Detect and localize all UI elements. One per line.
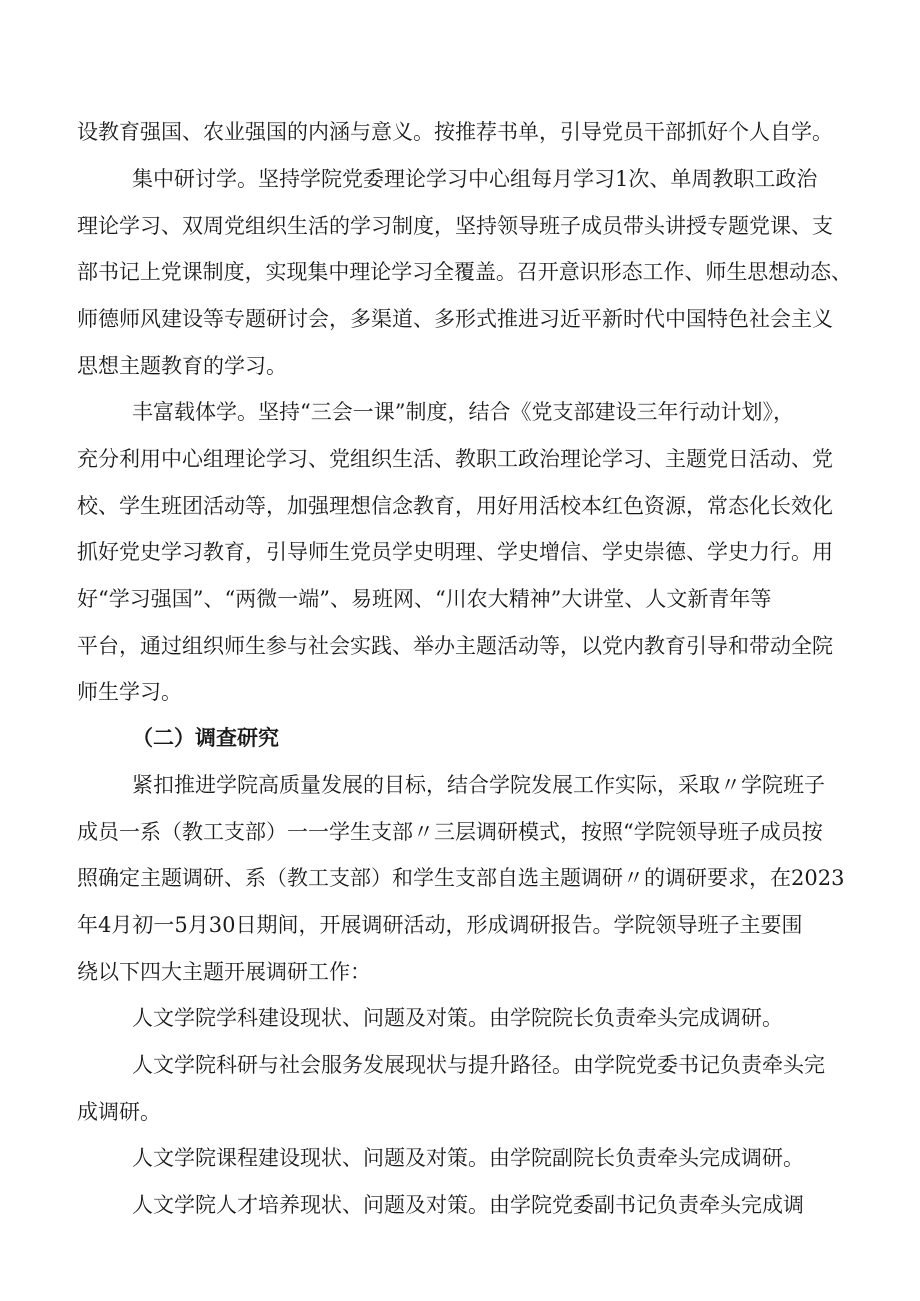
text-line-19: 人文学院学科建设现状、问题及对策。由学院院长负责牵头完成调研。 — [132, 1006, 783, 1030]
text-line-4: 部书记上党课制度，实现集中理论学习全覆盖。召开意识形态工作、师生思想动态、 — [77, 260, 852, 284]
text-line-15: 成员一系（教工支部）一一学生支部〃三层调研模式，按照“学院领导班子成员按 — [77, 820, 823, 844]
text-line-6: 思想主题教育的学习。 — [77, 354, 287, 378]
text-line-21: 成调研。 — [77, 1100, 161, 1124]
text-line-18: 绕以下四大主题开展调研工作： — [77, 960, 371, 984]
text-line-11: 好“学习强国”、“两微一端”、易班网、“川农大精神”大讲堂、人文新青年等 — [77, 587, 772, 611]
text-line-9: 校、学生班团活动等，加强理想信念教育，用好用活校本红色资源，常态化长效化 — [77, 494, 833, 518]
text-line-17: 年4月初一5月30日期间，开展调研活动，形成调研报告。学院领导班子主要围 — [77, 913, 803, 937]
text-line-23: 人文学院人才培养现状、问题及对策。由学院党委副书记负责牵头完成调 — [132, 1193, 804, 1217]
text-line-8: 充分利用中心组理论学习、党组织生活、教职工政治理论学习、主题党日活动、党 — [77, 447, 833, 471]
text-line-12: 平台，通过组织师生参与社会实践、举办主题活动等，以党内教育引导和带动全院 — [77, 634, 833, 658]
text-line-22: 人文学院课程建设现状、问题及对策。由学院副院长负责牵头完成调研。 — [132, 1146, 804, 1170]
section-heading: （二）调查研究 — [132, 726, 279, 750]
text-line-1: 设教育强国、农业强国的内涵与意义。按推荐书单，引导党员干部抓好个人自学。 — [77, 120, 833, 144]
text-line-14: 紧扣推进学院高质量发展的目标，结合学院发展工作实际，采取〃学院班子 — [132, 773, 825, 797]
text-line-2: 集中研讨学。坚持学院党委理论学习中心组每月学习1次、单周教职工政治 — [132, 167, 818, 191]
text-line-10: 抓好党史学习教育，引导师生党员学史明理、学史增信、学史崇德、学史力行。用 — [77, 540, 833, 564]
text-line-3: 理论学习、双周党组织生活的学习制度，坚持领导班子成员带头讲授专题党课、支 — [77, 214, 833, 238]
text-line-7: 丰富载体学。坚持“三会一课”制度，结合《党支部建设三年行动计划》， — [132, 400, 794, 424]
text-line-5: 师德师风建设等专题研讨会，多渠道、多形式推进习近平新时代中国特色社会主义 — [77, 307, 833, 331]
text-line-16: 照确定主题调研、系（教工支部）和学生支部自选主题调研〃的调研要求，在2023 — [77, 866, 845, 890]
text-line-13: 师生学习。 — [77, 680, 182, 704]
text-line-20: 人文学院科研与社会服务发展现状与提升路径。由学院党委书记负责牵头完 — [132, 1053, 825, 1077]
